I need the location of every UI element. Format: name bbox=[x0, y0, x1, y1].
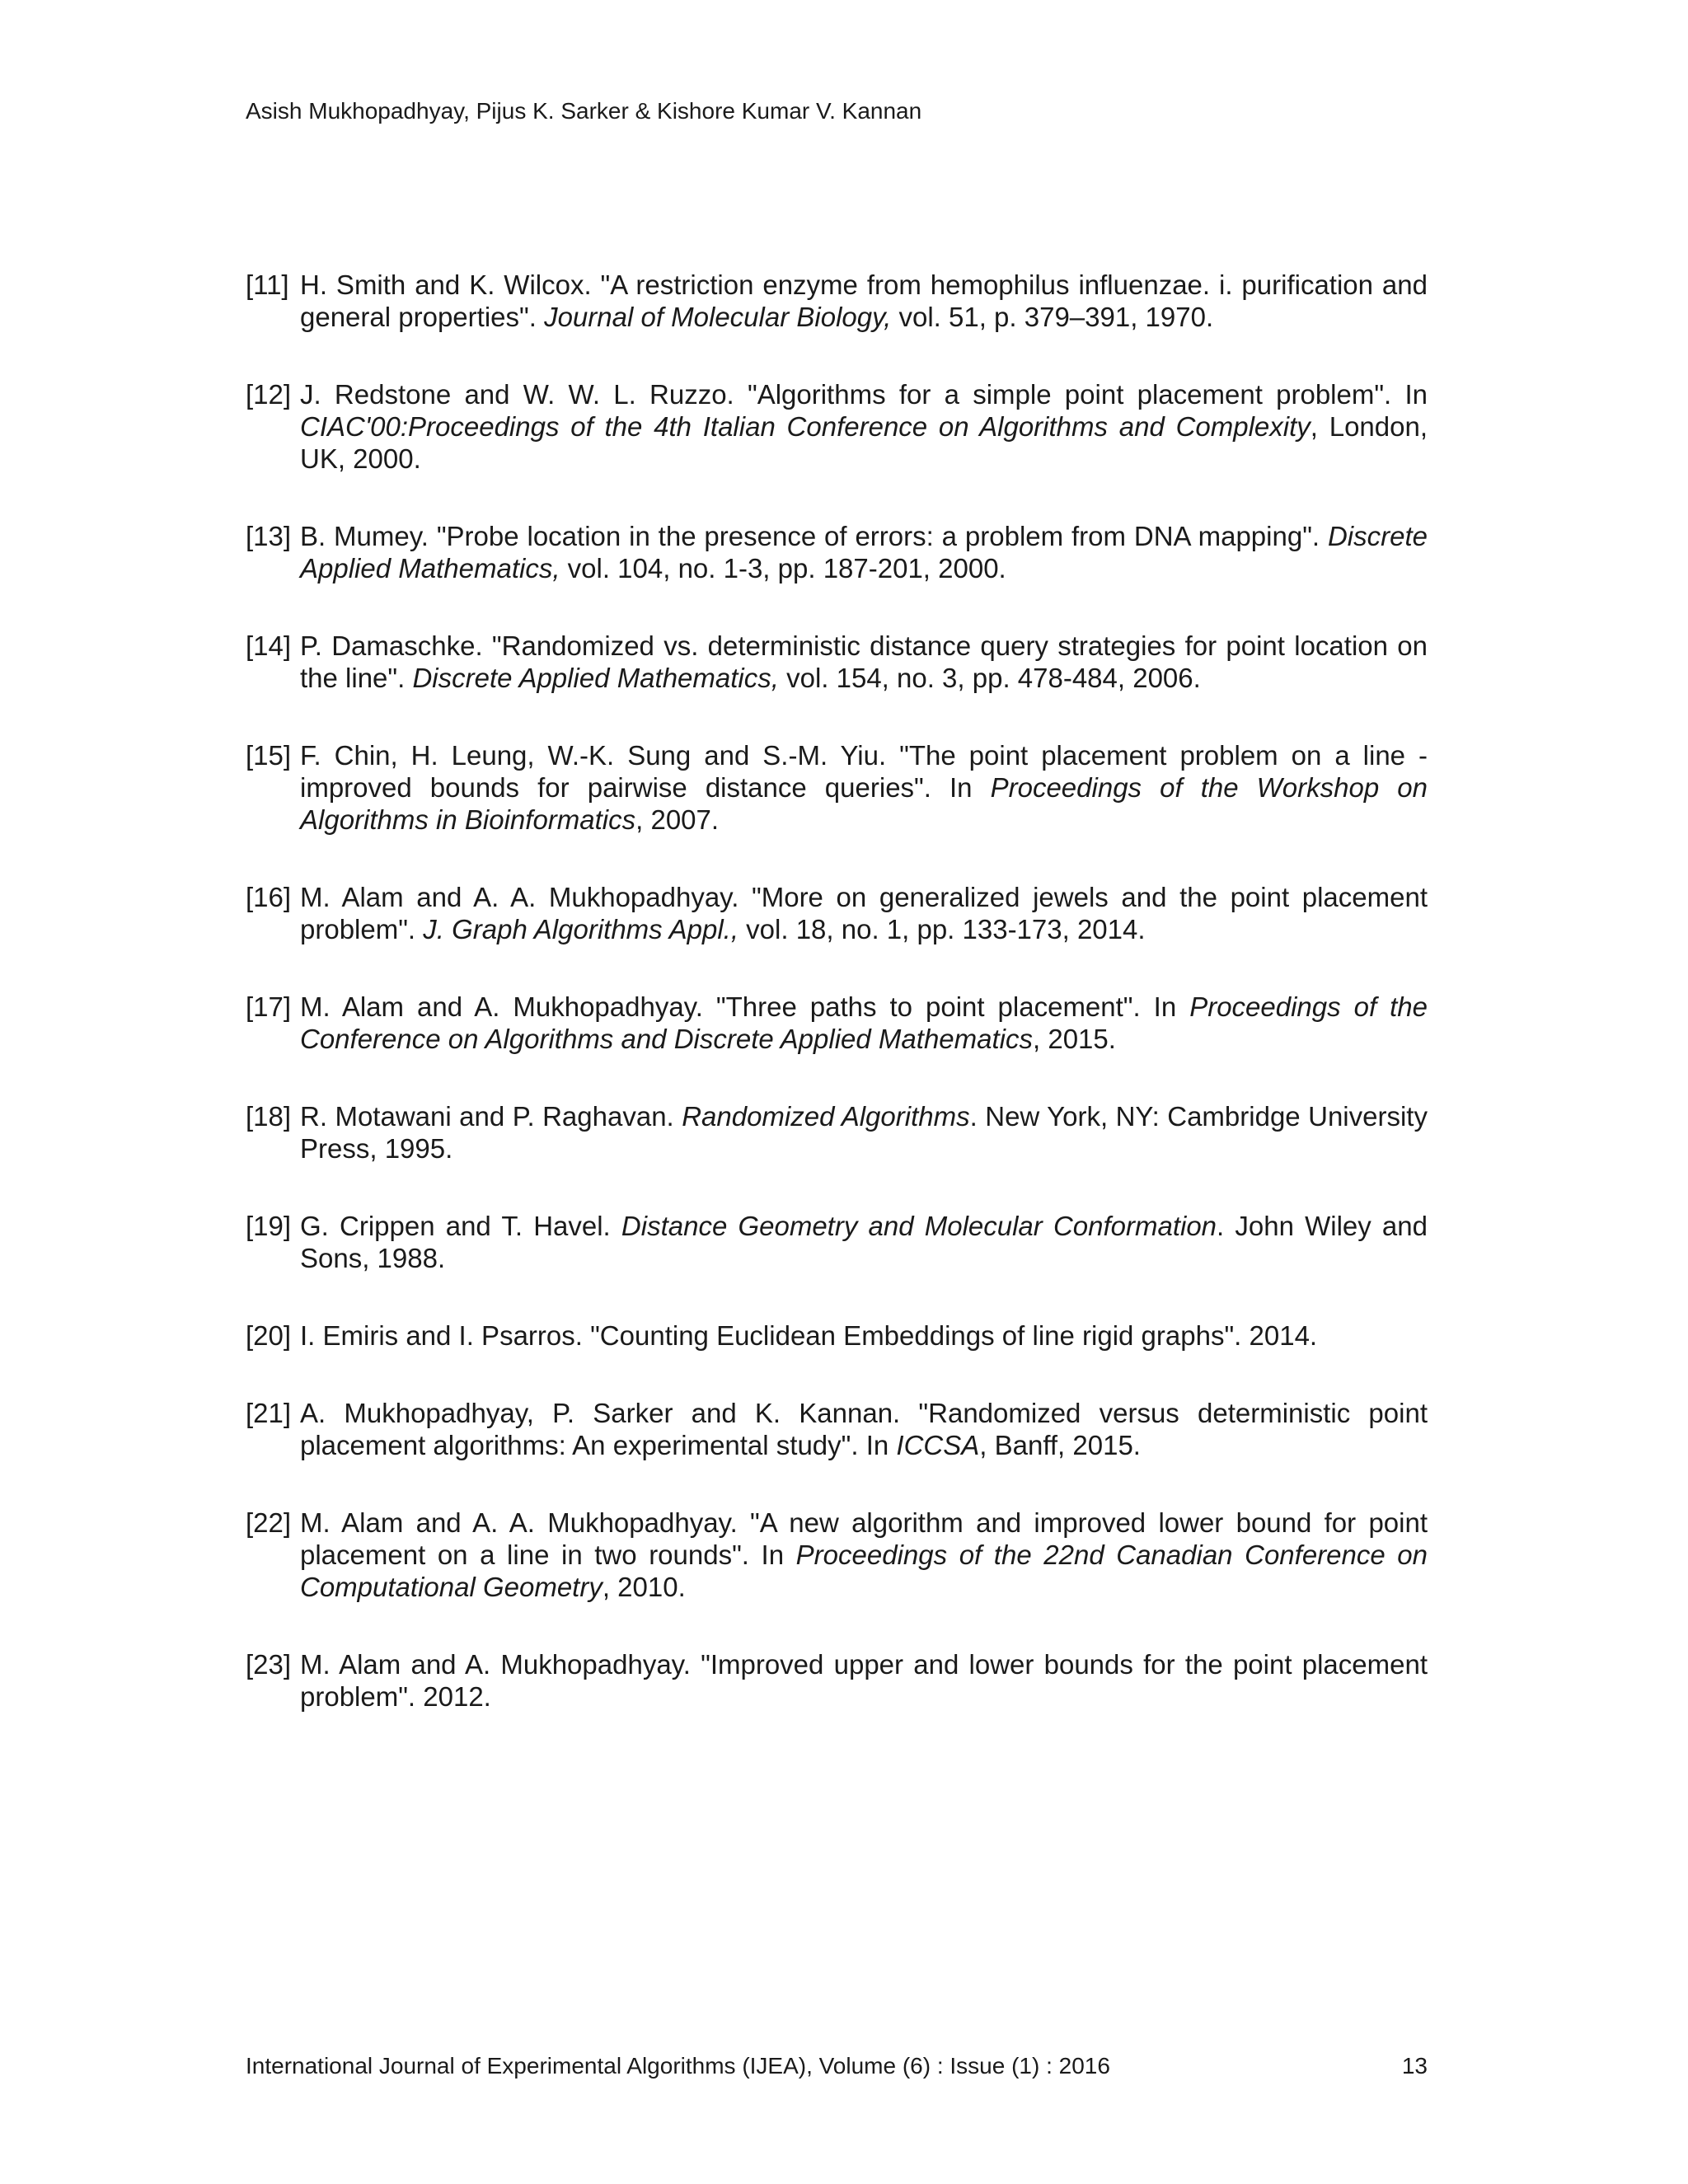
reference-number: [11] bbox=[246, 269, 289, 300]
reference-item bbox=[246, 739, 1428, 836]
reference-text bbox=[300, 1100, 1428, 1165]
reference-venue-italic: Randomized Algorithms bbox=[682, 1101, 970, 1132]
reference-venue-italic: ICCSA bbox=[896, 1430, 980, 1460]
reference-text bbox=[300, 520, 1428, 584]
reference-text bbox=[300, 739, 1428, 836]
reference-text-segment: M. Alam and A. Mukhopadhyay. "Three paths to point placement". In bbox=[300, 991, 1190, 1022]
reference-text-segment: vol. 51, p. 379–391, 1970. bbox=[891, 302, 1214, 332]
reference-venue-italic: Proceedings of the Workshop on Algorithms in Bioinformatics bbox=[300, 772, 1428, 835]
reference-item bbox=[246, 991, 1428, 1055]
reference-text-segment: , London, UK, 2000. bbox=[300, 411, 1428, 474]
reference-text-segment: B. Mumey. "Probe location in the presence of errors: a problem from DNA mapping". bbox=[300, 521, 1328, 551]
reference-text-segment: vol. 104, no. 1-3, pp. 187-201, 2000. bbox=[560, 553, 1006, 583]
reference-venue-italic: Proceedings of the Conference on Algorithms and Discrete Applied Mathematics bbox=[300, 991, 1428, 1054]
reference-text-segment: I. Emiris and I. Psarros. "Counting Euclidean Embeddings of line rigid graphs". 2014. bbox=[300, 1320, 1318, 1351]
reference-text-segment: . John Wiley and Sons, 1988. bbox=[300, 1211, 1428, 1273]
reference-text-segment: A. Mukhopadhyay, P. Sarker and K. Kannan. "Randomized versus deterministic point placement algorithms: An experimental study". In bbox=[300, 1398, 1428, 1460]
reference-venue-italic: Journal of Molecular Biology, bbox=[544, 302, 892, 332]
reference-item bbox=[246, 1100, 1428, 1165]
reference-text-segment: vol. 18, no. 1, pp. 133-173, 2014. bbox=[738, 914, 1146, 944]
reference-number: [13] bbox=[246, 521, 292, 551]
reference-text bbox=[300, 378, 1428, 475]
reference-text-segment: M. Alam and A. A. Mukhopadhyay. "A new algorithm and improved lower bound for point placement on a line in two rounds". In bbox=[300, 1507, 1428, 1570]
reference-text-segment: , Banff, 2015. bbox=[979, 1430, 1141, 1460]
reference-text-segment: G. Crippen and T. Havel. bbox=[300, 1211, 621, 1241]
reference-text-segment: . New York, NY: Cambridge University Press, 1995. bbox=[300, 1101, 1428, 1164]
reference-text bbox=[300, 1648, 1428, 1713]
reference-text bbox=[300, 1210, 1428, 1274]
reference-text-segment: F. Chin, H. Leung, W.-K. Sung and S.-M. Yiu. "The point placement problem on a line - improved bounds for pairwise distance queries". In bbox=[300, 740, 1428, 803]
reference-number: [22] bbox=[246, 1507, 292, 1538]
reference-text bbox=[300, 269, 1428, 333]
reference-venue-italic: Distance Geometry and Molecular Conformation bbox=[621, 1211, 1217, 1241]
reference-item bbox=[246, 378, 1428, 475]
reference-text-segment: P. Damaschke. "Randomized vs. deterministic distance query strategies for point location on the line". bbox=[300, 630, 1428, 693]
reference-item bbox=[246, 630, 1428, 694]
reference-text-segment: H. Smith and K. Wilcox. "A restriction enzyme from hemophilus influenzae. i. purification and general properties". bbox=[300, 269, 1428, 332]
page-number: 13 bbox=[1401, 2053, 1428, 2079]
reference-item bbox=[246, 1210, 1428, 1274]
reference-text-segment: , 2015. bbox=[1033, 1024, 1116, 1054]
reference-number: [12] bbox=[246, 379, 292, 410]
reference-venue-italic: Discrete Applied Mathematics, bbox=[412, 663, 779, 693]
reference-text bbox=[300, 991, 1428, 1055]
reference-text-segment: J. Redstone and W. W. L. Ruzzo. "Algorithms for a simple point placement problem". In bbox=[300, 379, 1428, 410]
reference-text bbox=[300, 1397, 1428, 1461]
reference-text-segment: R. Motawani and P. Raghavan. bbox=[300, 1101, 682, 1132]
running-header-authors: Asish Mukhopadhyay, Pijus K. Sarker & Kishore Kumar V. Kannan bbox=[246, 98, 922, 124]
reference-number: [15] bbox=[246, 740, 292, 771]
reference-number: [14] bbox=[246, 630, 292, 661]
reference-text bbox=[300, 630, 1428, 694]
reference-venue-italic: CIAC'00:Proceedings of the 4th Italian Conference on Algorithms and Complexity bbox=[300, 411, 1311, 442]
reference-text-segment: M. Alam and A. Mukhopadhyay. "Improved upper and lower bounds for the point placement problem". 2012. bbox=[300, 1649, 1428, 1712]
reference-number: [19] bbox=[246, 1211, 292, 1241]
reference-text bbox=[300, 1507, 1428, 1603]
reference-item bbox=[246, 269, 1428, 333]
footer-journal-citation: International Journal of Experimental Algorithms (IJEA), Volume (6) : Issue (1) : 2016 bbox=[246, 2053, 1110, 2079]
reference-text-segment: vol. 154, no. 3, pp. 478-484, 2006. bbox=[778, 663, 1201, 693]
reference-venue-italic: Discrete Applied Mathematics, bbox=[300, 521, 1428, 583]
reference-list bbox=[246, 269, 1428, 1758]
reference-text-segment: , 2007. bbox=[635, 804, 720, 835]
reference-number: [23] bbox=[246, 1649, 292, 1680]
reference-venue-italic: Proceedings of the 22nd Canadian Conference on Computational Geometry bbox=[300, 1540, 1428, 1602]
reference-text bbox=[300, 881, 1428, 945]
reference-text-segment: , 2010. bbox=[602, 1572, 686, 1602]
reference-item bbox=[246, 1319, 1428, 1352]
reference-item bbox=[246, 1648, 1428, 1713]
reference-number: [17] bbox=[246, 991, 292, 1022]
reference-number: [20] bbox=[246, 1320, 292, 1351]
reference-number: [16] bbox=[246, 882, 292, 912]
reference-item bbox=[246, 1507, 1428, 1603]
reference-item bbox=[246, 881, 1428, 945]
reference-number: [18] bbox=[246, 1101, 292, 1132]
reference-text bbox=[300, 1319, 1428, 1352]
reference-number: [21] bbox=[246, 1398, 292, 1428]
reference-item bbox=[246, 1397, 1428, 1461]
reference-venue-italic: J. Graph Algorithms Appl., bbox=[423, 914, 738, 944]
reference-item bbox=[246, 520, 1428, 584]
reference-text-segment: M. Alam and A. A. Mukhopadhyay. "More on generalized jewels and the point placement problem". bbox=[300, 882, 1428, 944]
